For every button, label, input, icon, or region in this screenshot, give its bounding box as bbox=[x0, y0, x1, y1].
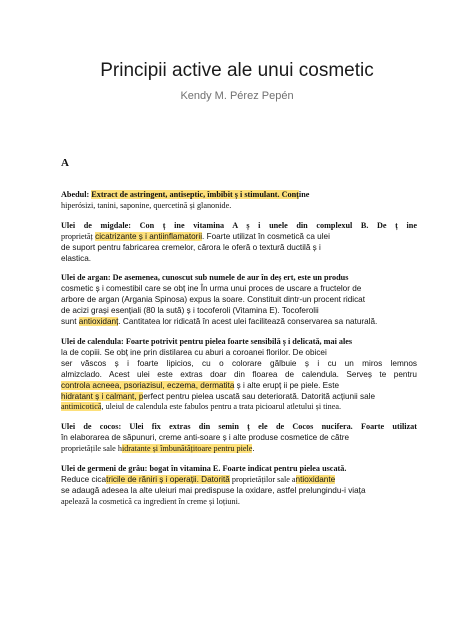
entry-text: proprietăț bbox=[61, 231, 93, 241]
entry-line: cosmetic ș i comestibil care se obț ine În urma unui proces de uscare a fructelor de bbox=[61, 284, 362, 294]
entry-migdale bbox=[61, 221, 417, 265]
document-title: Principii active ale unui cosmetic bbox=[100, 60, 374, 81]
entry-line bbox=[61, 402, 417, 413]
entry-line: hiperósizi, tanini, saponine, quercetină și glanonide. bbox=[61, 200, 232, 210]
entry-text: . bbox=[252, 444, 255, 454]
entry-line bbox=[61, 190, 417, 201]
document-body bbox=[61, 190, 417, 517]
highlighted-text: antioxidanț bbox=[78, 317, 119, 327]
entry-term: Abedul: bbox=[61, 190, 90, 199]
entry-line: arbore de argan (Argania Spinosa) expus la soare. Constituit dintr-un procent ridicat bbox=[61, 295, 366, 305]
entry-line: elastica. bbox=[61, 253, 92, 263]
entry-grau bbox=[61, 464, 417, 508]
entry-text: erfect pentru pielea uscată sau deteriorată. Datorită acțiunii sale bbox=[143, 391, 376, 401]
entry-abedul bbox=[61, 190, 417, 212]
section-letter: A bbox=[61, 157, 69, 169]
entry-heading-line: Ulei de argan: De asemenea, cunoscut sub numele de aur în deș ert, este un produs bbox=[61, 273, 349, 283]
entry-line: la de copiii. Se obț ine prin distilarea cu aburi a coroanei florilor. De obicei bbox=[61, 347, 327, 357]
entry-text: , uleiul de calendula este fabulos pentru a trata picioarul atletului și tinea. bbox=[101, 402, 342, 412]
entry-line: apelează la cosmetică ca ingredient în creme și loțiuni. bbox=[61, 496, 240, 506]
entry-line: în elaborarea de săpunuri, creme anti-soare ș i alte produse cosmetice de către bbox=[61, 433, 350, 443]
highlighted-text: ntioxidante bbox=[295, 474, 336, 484]
entry-line: se adaugă adesea la alte uleiuri mai predispuse la oxidare, astfel prelungindu-i viața bbox=[61, 485, 366, 495]
entry-text: proprietățile sale h bbox=[61, 444, 122, 454]
highlighted-text: hidratant ș i calmant, p bbox=[61, 391, 144, 401]
entry-heading-line: Ulei de germeni de grâu: bogat în vitamina E. Foarte indicat pentru pielea uscată. bbox=[61, 464, 347, 474]
entry-text: ș i alte erupț ii pe piele. Este bbox=[234, 380, 340, 390]
highlighted-text: cicatrizante ș i antiinflamatorii bbox=[95, 231, 203, 241]
entry-heading-line: Ulei de migdale: Con ț ine vitamina A ș i unele din complexul B. De ț ine bbox=[61, 220, 417, 230]
entry-text: . Foarte utilizat în cosmetică ca ulei bbox=[202, 231, 330, 241]
entry-line bbox=[61, 475, 417, 486]
entry-line: de suport pentru fabricarea cremelor, cărora le oferă o textură ductilă ș i bbox=[61, 242, 321, 252]
document-author: Kendy M. Pérez Pepén bbox=[180, 90, 294, 102]
entry-line: de acizi grași esențiali (80 la sută) ș i tocoferoli (Vitamina E). Tocoferolii bbox=[61, 306, 319, 316]
entry-line bbox=[61, 392, 417, 403]
entry-line: ser văscos ș i foarte lipicios, cu o colorare gălbuie ș i cu un miros lemnos bbox=[61, 358, 417, 368]
highlighted-text: Extract de astringent, antiseptic, îmbibit ș i stimulant. Conț bbox=[91, 190, 299, 199]
entry-line bbox=[61, 444, 417, 455]
entry-line bbox=[61, 317, 417, 328]
entry-text: Reduce cica bbox=[61, 474, 107, 484]
entry-heading-line: Ulei de cocos: Ulei fix extras din semin ț ele de Cocos nucifera. Foarte utilizat bbox=[61, 422, 417, 432]
entry-cocos bbox=[61, 422, 417, 455]
entry-calendula bbox=[61, 337, 417, 413]
entry-line bbox=[61, 232, 417, 243]
entry-text: proprietăților sale a bbox=[229, 474, 296, 484]
entry-text: sunt bbox=[61, 317, 79, 327]
entry-text: ine bbox=[298, 190, 310, 199]
highlighted-text: antimicotică bbox=[61, 402, 102, 412]
entry-line bbox=[61, 381, 417, 392]
highlighted-text: controla acneea, psoriazisul, eczema, dermatita bbox=[61, 380, 235, 390]
entry-argan bbox=[61, 273, 417, 328]
entry-text: . Cantitatea lor ridicată în acest ulei facilitează conservarea sa naturală. bbox=[118, 317, 378, 327]
entry-line: almizclado. Acest ulei este extras doar din floarea de calendula. Serveș te pentru bbox=[61, 369, 417, 379]
highlighted-text: tricile de răniri ș i operații. Datorită bbox=[106, 474, 230, 484]
highlighted-text: idratante și îmbunătățitoare pentru piele bbox=[121, 444, 253, 454]
entry-heading-line: Ulei de calendula: Foarte potrivit pentru pielea foarte sensibilă ș i delicată, mai ales bbox=[61, 336, 353, 346]
